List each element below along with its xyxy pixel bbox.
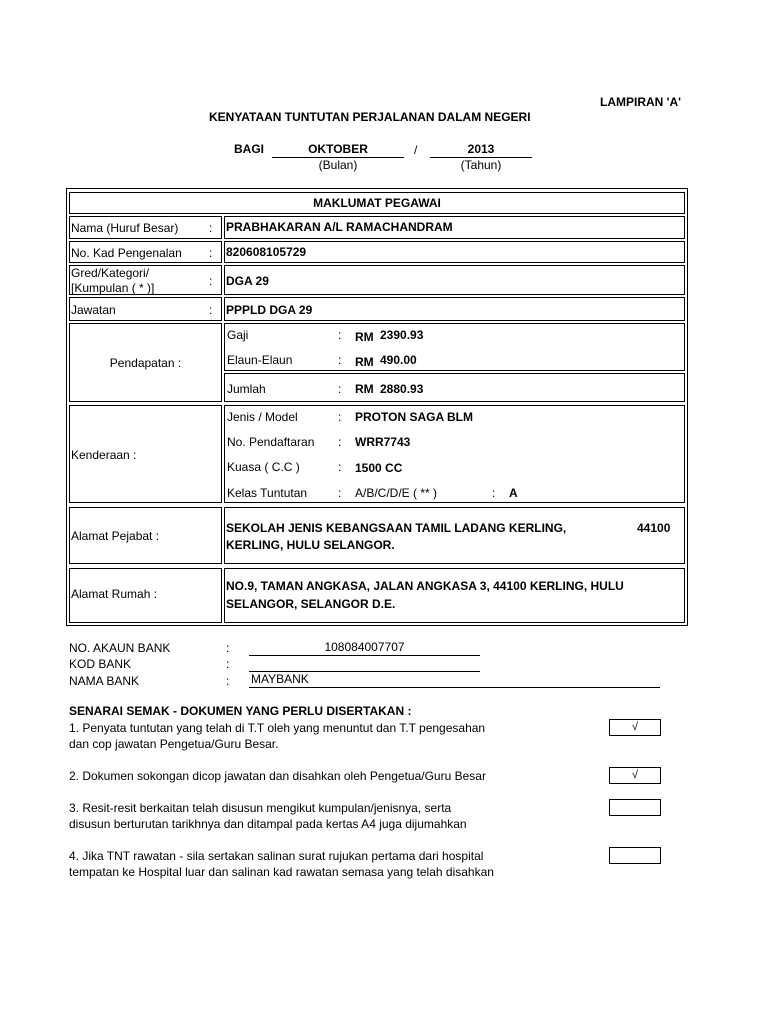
checklist-item4-line1: 4. Jika TNT rawatan - sila sertakan salinan surat rujukan pertama dari hospital — [69, 849, 484, 863]
akaun-underline — [249, 655, 480, 656]
rumah-line1: NO.9, TAMAN ANGKASA, JALAN ANGKASA 3, 44100 KERLING, HULU — [226, 579, 624, 593]
jawatan-label: Jawatan — [71, 303, 116, 317]
nama-colon: : — [209, 221, 213, 235]
cc-value: 1500 CC — [355, 461, 403, 475]
nama-bank-colon: : — [226, 674, 230, 688]
gred-label-line2: [Kumpulan ( * )] — [71, 281, 155, 295]
year-caption: (Tahun) — [460, 158, 502, 172]
gaji-currency: RM — [355, 330, 374, 344]
lampiran-label: LAMPIRAN 'A' — [600, 95, 682, 109]
jumlah-value: 2880.93 — [380, 382, 424, 396]
checklist-item2-checkbox[interactable]: √ — [609, 767, 661, 784]
jumlah-value-cell — [224, 373, 685, 402]
kelas-label: Kelas Tuntutan — [227, 486, 308, 500]
section-header-box — [69, 192, 685, 214]
kod-label: KOD BANK — [69, 657, 132, 671]
pendapatan-values-cell — [224, 323, 685, 371]
nama-bank-underline — [249, 687, 660, 688]
reg-value: WRR7743 — [355, 435, 411, 449]
jawatan-colon: : — [209, 303, 213, 317]
month-value: OKTOBER — [308, 142, 368, 156]
ic-label: No. Kad Pengenalan — [71, 246, 182, 260]
gaji-label: Gaji — [227, 328, 249, 342]
kelas-colon: : — [338, 486, 342, 500]
cc-colon: : — [338, 460, 342, 474]
year-value: 2013 — [467, 142, 495, 156]
rumah-line2: SELANGOR, SELANGOR D.E. — [226, 597, 396, 611]
jawatan-value: PPPLD DGA 29 — [226, 303, 313, 317]
rumah-label: Alamat Rumah : — [71, 587, 158, 601]
kenderaan-label: Kenderaan : — [71, 448, 137, 462]
checklist-item4-checkbox[interactable] — [609, 847, 661, 864]
model-colon: : — [338, 410, 342, 424]
checklist-item1-checkbox[interactable]: √ — [609, 719, 661, 736]
bagi-label: BAGI — [234, 142, 264, 156]
checklist-item2-line1: 2. Dokumen sokongan dicop jawatan dan disahkan oleh Pengetua/Guru Besar — [69, 769, 486, 783]
ic-colon: : — [209, 246, 213, 260]
kelas-colon-2: : — [492, 486, 496, 500]
kod-colon: : — [226, 657, 230, 671]
model-label: Jenis / Model — [227, 410, 298, 424]
document-title: KENYATAAN TUNTUTAN PERJALANAN DALAM NEGERI — [209, 110, 531, 124]
reg-label: No. Pendaftaran — [227, 435, 315, 449]
checklist-title: SENARAI SEMAK - DOKUMEN YANG PERLU DISERTAKAN : — [69, 704, 412, 718]
checklist-item3-line2: disusun berturutan tarikhnya dan ditampal pada kertas A4 juga dijumahkan — [69, 817, 467, 831]
kelas-value: A — [509, 486, 518, 500]
pendapatan-label: Pendapatan : — [109, 356, 182, 370]
jumlah-label: Jumlah — [227, 382, 266, 396]
date-separator: / — [414, 143, 418, 157]
cc-label: Kuasa ( C.C ) — [227, 460, 300, 474]
nama-bank-value: MAYBANK — [251, 672, 309, 686]
kelas-options: A/B/C/D/E ( ** ) — [355, 486, 438, 500]
pejabat-value-cell — [224, 507, 685, 564]
checklist-item3-checkbox[interactable] — [609, 799, 661, 816]
gred-colon: : — [209, 274, 213, 288]
elaun-currency: RM — [355, 355, 374, 369]
nama-value: PRABHAKARAN A/L RAMACHANDRAM — [226, 220, 453, 234]
gaji-value: 2390.93 — [380, 328, 424, 342]
akaun-value: 108084007707 — [324, 640, 405, 654]
jumlah-colon: : — [338, 382, 342, 396]
checklist-item3-line1: 3. Resit-resit berkaitan telah disusun mengikut kumpulan/jenisnya, serta — [69, 801, 452, 815]
nama-label: Nama (Huruf Besar) — [71, 221, 179, 235]
nama-bank-label: NAMA BANK — [69, 674, 140, 688]
jumlah-currency: RM — [355, 382, 374, 396]
gaji-colon: : — [338, 328, 342, 342]
model-value: PROTON SAGA BLM — [355, 410, 474, 424]
pejabat-line1: SEKOLAH JENIS KEBANGSAAN TAMIL LADANG KERLING, — [226, 521, 567, 535]
gred-value-cell — [224, 265, 685, 295]
checklist-item1-line2: dan cop jawatan Pengetua/Guru Besar. — [69, 737, 279, 751]
section-title: MAKLUMAT PEGAWAI — [313, 196, 441, 210]
akaun-label: NO. AKAUN BANK — [69, 641, 171, 655]
checklist-item1-line1: 1. Penyata tuntutan yang telah di T.T oleh yang menuntut dan T.T pengesahan — [69, 721, 486, 735]
month-caption: (Bulan) — [318, 158, 358, 172]
pejabat-label: Alamat Pejabat : — [71, 529, 160, 543]
elaun-label: Elaun-Elaun — [227, 353, 293, 367]
gred-label-line1: Gred/Kategori/ — [71, 266, 150, 280]
pejabat-line2: KERLING, HULU SELANGOR. — [226, 538, 395, 552]
gred-value: DGA 29 — [226, 274, 269, 288]
elaun-colon: : — [338, 353, 342, 367]
checklist-item4-line2: tempatan ke Hospital luar dan salinan kad rawatan semasa yang telah disahkan — [69, 865, 494, 879]
reg-colon: : — [338, 435, 342, 449]
elaun-value: 490.00 — [380, 353, 417, 367]
rumah-value-cell — [224, 568, 685, 623]
akaun-colon: : — [226, 641, 230, 655]
pejabat-postcode: 44100 — [637, 521, 671, 535]
ic-value: 820608105729 — [226, 245, 307, 259]
